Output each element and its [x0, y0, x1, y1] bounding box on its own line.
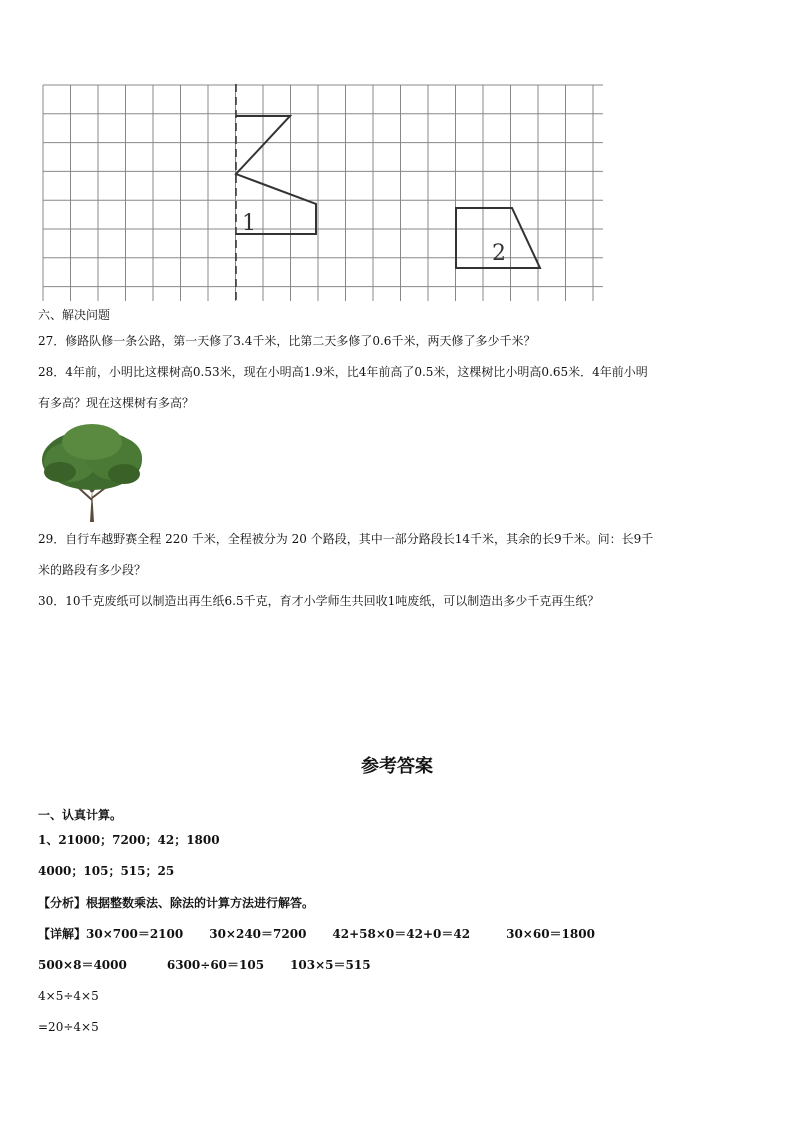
detail-row1-item: 30×60＝1800: [506, 927, 595, 941]
calc-line-1: 4×5÷4×5: [38, 989, 99, 1003]
question-29-line2: 米的路段有多少段？: [38, 563, 147, 577]
answer-1-line1: 1、21000；7200；42；1800: [38, 833, 220, 847]
shape-1-label: 1: [242, 211, 256, 236]
question-30: 30．10千克废纸可以制造出再生纸6.5千克，育才小学师生共回收1吨废纸，可以制造出多少千克再生纸？: [38, 594, 600, 608]
analysis-text: 【分析】根据整数乘法、除法的计算方法进行解答。: [38, 896, 315, 910]
question-28-line1: 28．4年前，小明比这棵树高0.53米，现在小明高1.9米，比4年前高了0.5米，这棵树比小明高0.65米．4年前小明: [38, 365, 648, 379]
detail-label: 【详解】: [38, 927, 87, 941]
detail-row-2: [38, 957, 371, 973]
question-28-line2: 有多高？现在这棵树有多高？: [38, 396, 195, 410]
detail-row2-item: 103×5＝515: [290, 958, 371, 972]
shape-2-label: 2: [492, 241, 506, 266]
detail-row1-item: 30×700＝2100: [86, 927, 184, 941]
answers-section1-heading: 一、认真计算。: [38, 808, 123, 822]
detail-row2-item: 500×8＝4000: [38, 958, 127, 972]
section6-heading: 六、解决问题: [38, 308, 111, 322]
tree-illustration: [40, 420, 144, 522]
grid-figure: [42, 84, 604, 302]
detail-row2-item: 6300÷60＝105: [166, 958, 265, 972]
detail-row-1: [38, 926, 595, 942]
detail-row1-item: 42+58×0＝42+0＝42: [332, 927, 471, 941]
answer-1-line2: 4000；105；515；25: [38, 864, 175, 878]
answers-title: 参考答案: [361, 756, 433, 777]
question-29-line1: 29．自行车越野赛全程 220 千米，全程被分为 20 个路段，其中一部分路段长14千米，其余的长9千米。问：长9千: [38, 532, 654, 546]
question-27: 27．修路队修一条公路，第一天修了3.4千米，比第二天多修了0.6千米，两天修了多少千米？: [38, 334, 536, 348]
detail-row1-item: 30×240＝7200: [209, 927, 307, 941]
calc-line-2: =20÷4×5: [38, 1020, 99, 1034]
